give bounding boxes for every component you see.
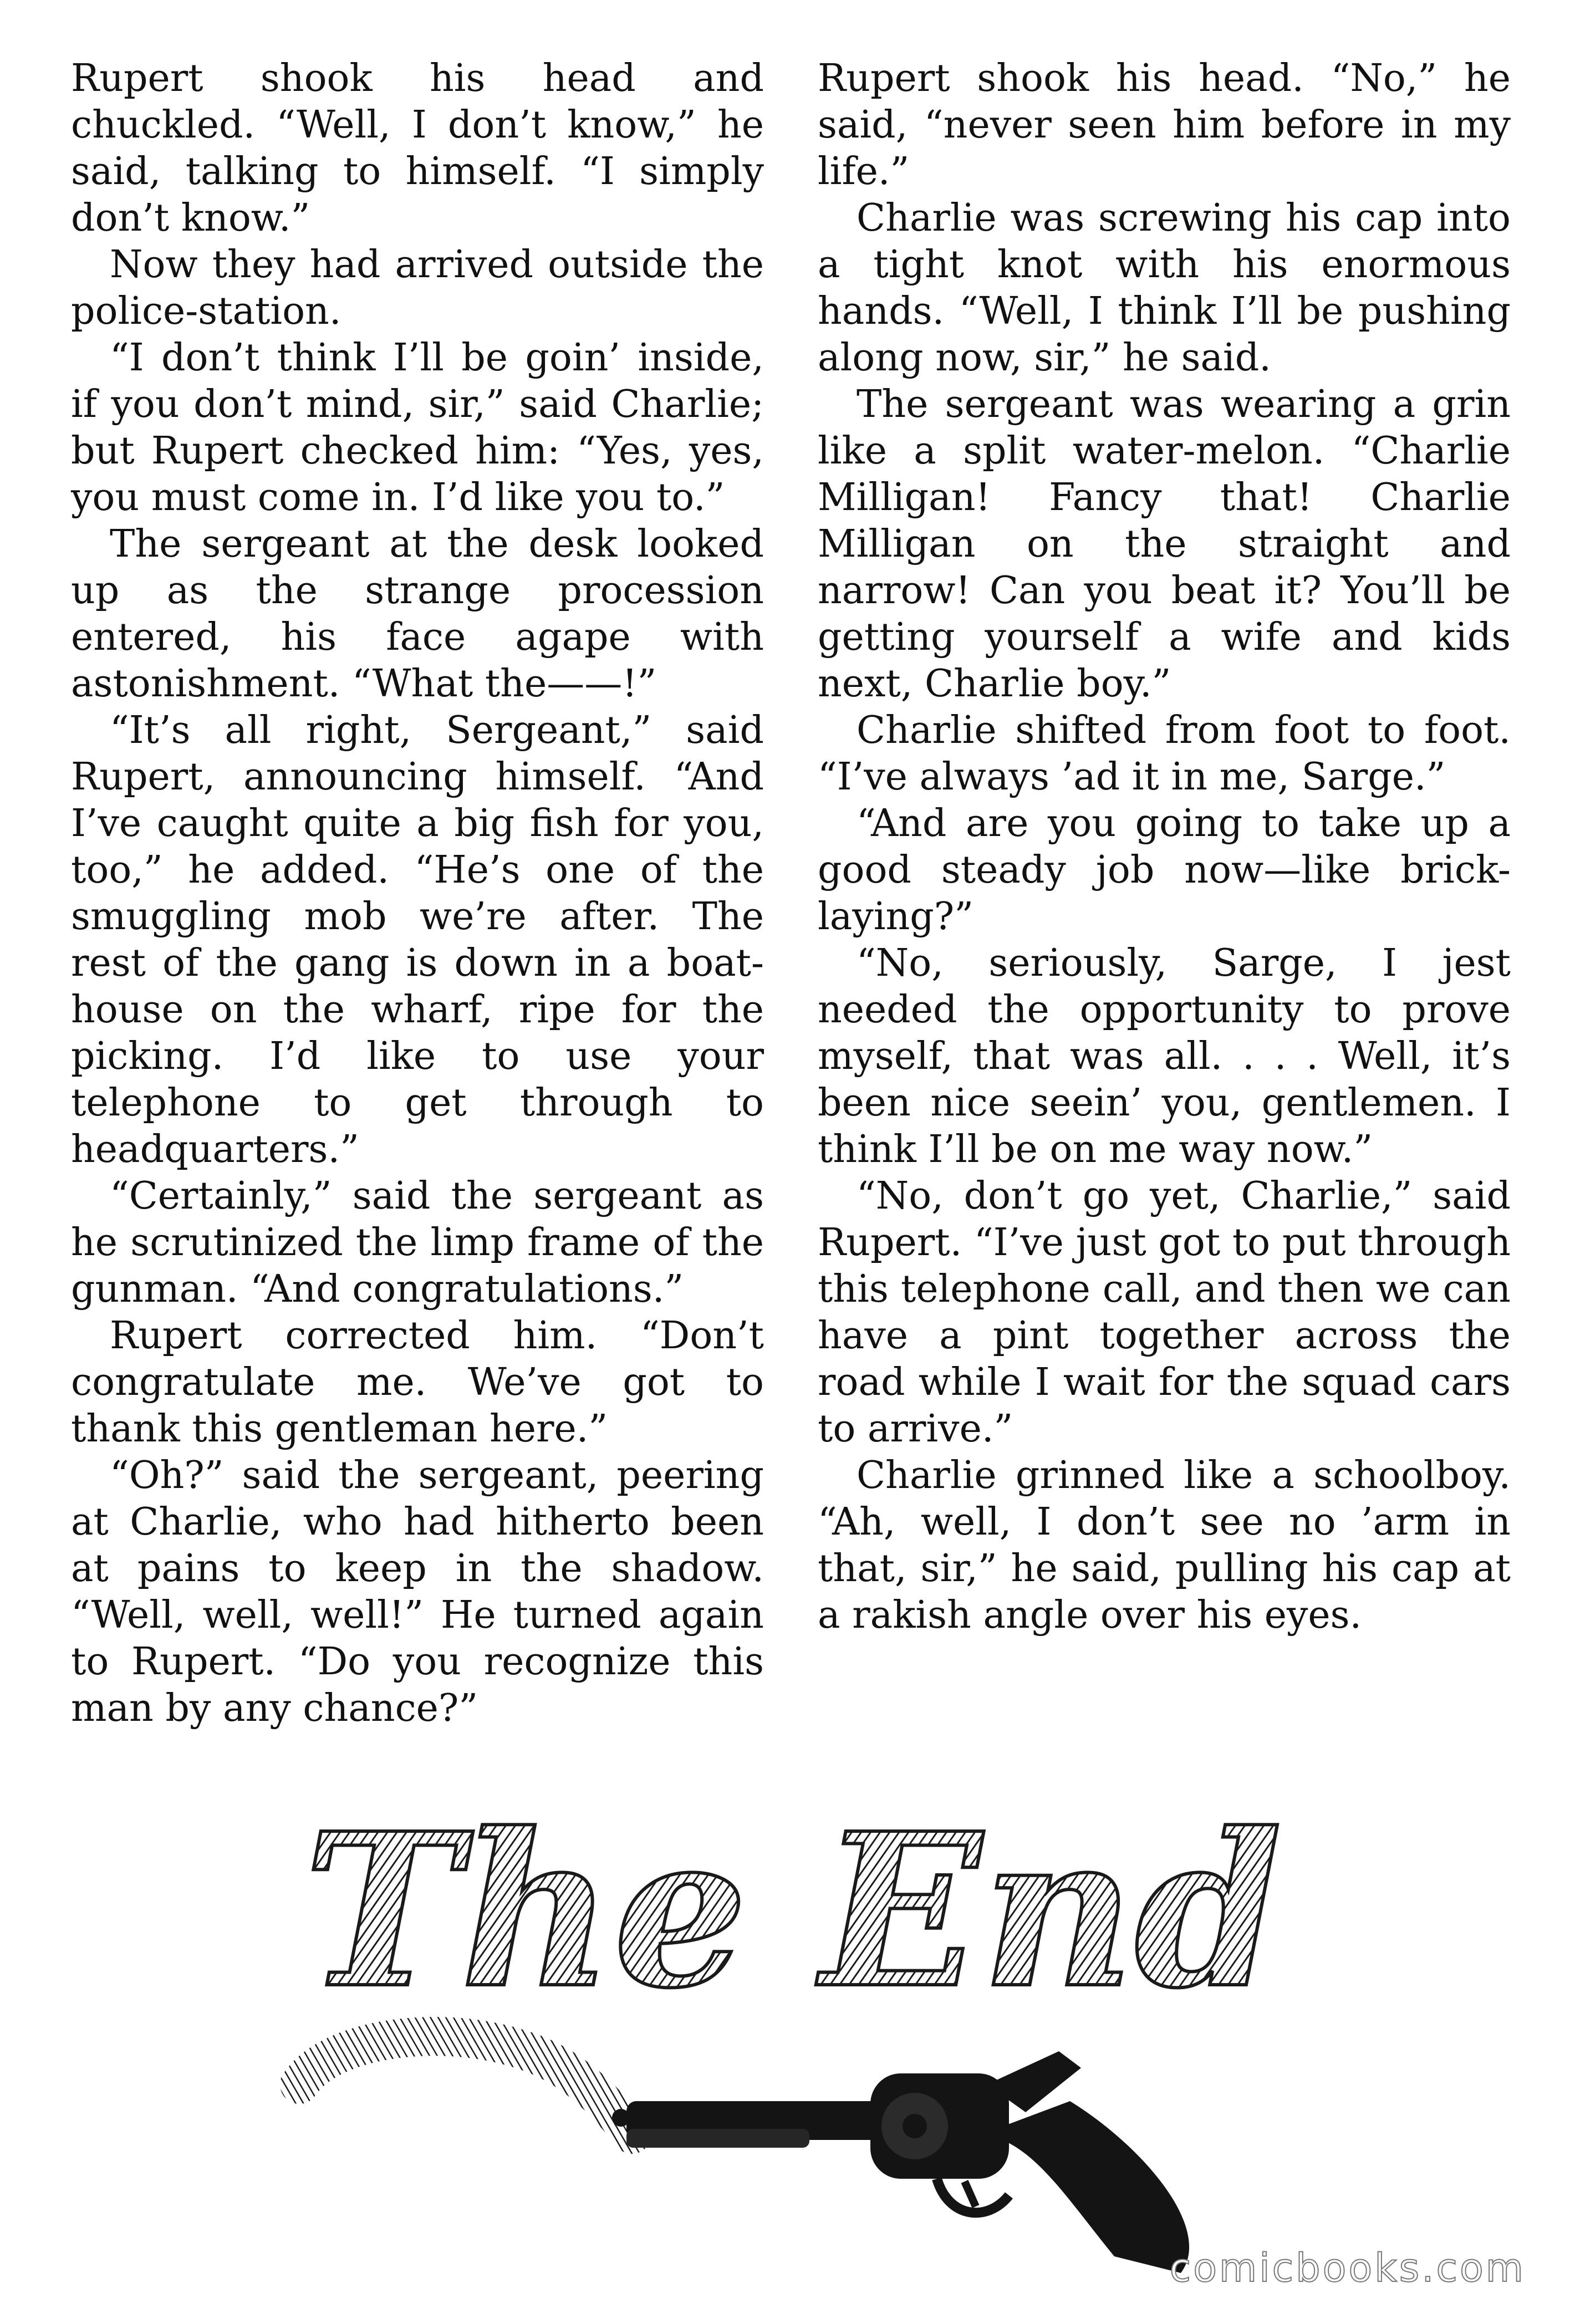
smoke-swirl <box>299 2036 632 2134</box>
story-column-right <box>818 55 1511 1639</box>
the-end-illustration <box>266 1774 1347 2273</box>
paragraph: Now they had arrived outside the police-station. <box>71 243 764 333</box>
paragraph: “And are you going to take up a good steady job now—like brick-laying?” <box>818 802 1511 939</box>
paragraph: Charlie grinned like a schoolboy. “Ah, well, I don’t see no ’arm in that, sir,” he said, pulling his cap at a rakish angle over his eyes. <box>818 1454 1511 1637</box>
watermark: comicbooks.com <box>1169 2245 1526 2291</box>
paragraph: “Oh?” said the sergeant, peering at Charlie, who had hitherto been at pains to keep in the shadow. “Well, well, well!” He turned again to Rupert. “Do you recognize this man by any chance?” <box>71 1454 764 1730</box>
paragraph: Rupert shook his head and chuckled. “Well, I don’t know,” he said, talking to himself. “I simply don’t know.” <box>71 57 764 240</box>
paragraph: Rupert shook his head. “No,” he said, “never seen him before in my life.” <box>818 57 1511 193</box>
story-column-left <box>71 55 764 1732</box>
paragraph: Rupert corrected him. “Don’t congratulate me. We’ve got to thank this gentleman here.” <box>71 1314 764 1451</box>
paragraph: “No, seriously, Sarge, I jest needed the opportunity to prove myself, that was all. . . . Well, it’s been nice seein’ you, gentlemen. I think I’ll be on me way now.” <box>818 941 1511 1171</box>
paragraph: Charlie shifted from foot to foot. “I’ve always ’ad it in me, Sarge.” <box>818 709 1511 799</box>
paragraph: “I don’t think I’ll be goin’ inside, if you don’t mind, sir,” said Charlie; but Rupert checked him: “Yes, yes, you must come in. I’d like you to.” <box>71 336 764 519</box>
paragraph: “Certainly,” said the sergeant as he scrutinized the limp frame of the gunman. “And congratulations.” <box>71 1174 764 1311</box>
paragraph: “It’s all right, Sergeant,” said Rupert, announcing himself. “And I’ve caught quite a big fish for you, too,” he added. “He’s one of the smuggling mob we’re after. The rest of the gang is down in a boat-house on the wharf, ripe for the picking. I’d like to use your telephone to get through to headquarters.” <box>71 709 764 1171</box>
paragraph: The sergeant was wearing a grin like a split water-melon. “Charlie Milligan! Fancy that! Charlie Milligan on the straight and narrow! Can you beat it? You’ll be getting yourself a wife and kids next, Charlie boy.” <box>818 383 1511 706</box>
paragraph: The sergeant at the desk looked up as the strange procession entered, his face agape with astonishment. “What the——!” <box>71 522 764 706</box>
the-end-title: The End <box>303 1787 1282 2035</box>
revolver-icon <box>612 2051 1189 2273</box>
paragraph: Charlie was screwing his cap into a tight knot with his enormous hands. “Well, I think I’ll be pushing along now, sir,” he said. <box>818 196 1511 380</box>
paragraph: “No, don’t go yet, Charlie,” said Rupert. “I’ve just got to put through this telephone call, and then we can have a pint together across the road while I wait for the squad cars to arrive.” <box>818 1174 1511 1451</box>
